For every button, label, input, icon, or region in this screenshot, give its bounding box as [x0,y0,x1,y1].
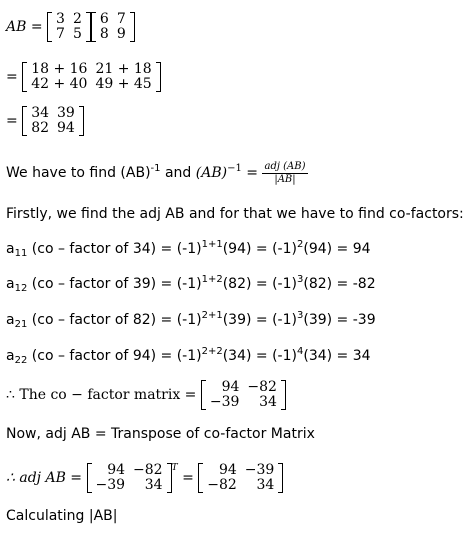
matrix-cell: 34 [31,105,50,121]
superscript: 3 [296,274,304,285]
equals-sign: = [182,470,194,486]
matrix-cell: 3 [56,11,65,27]
fraction-numerator: adj (AB) [264,160,306,172]
matrix-cell: −82 [207,477,237,493]
superscript: −1 [227,163,242,174]
find-inverse-line [6,160,308,186]
cofactor-matrix [201,380,286,410]
cofactor-text: (82) = (-1) [222,276,297,292]
cofactor-text: (34) = (-1) [222,348,297,364]
equation-ab-result [6,106,84,136]
superscript: 1+2 [201,274,223,285]
cofactor-line-a12 [6,271,376,298]
calculating-text: Calculating |AB| [6,508,118,524]
cofactor-matrix-line [6,380,286,410]
equals-sign: = [241,165,263,181]
matrix-cell: 34 [256,477,275,493]
cofactor-text: (co – factor of 94) = (-1) [27,348,202,364]
subscript: 21 [14,319,28,330]
cofactor-matrix-label: ∴ The co − factor matrix = [6,387,197,403]
cofactor-text: (82) = -82 [303,276,376,292]
cofactor-text: (94) = (-1) [222,241,297,257]
find-and: and [160,165,196,181]
superscript: 3 [296,310,304,321]
cofactor-line-a22 [6,343,371,370]
adj-label: ∴ adj AB = [6,470,83,486]
matrix-ab [22,106,84,136]
cofactor-line-a21 [6,307,376,334]
inverse-fraction [262,161,307,186]
adj-matrix-pre [87,463,172,493]
matrix-cell: 49 + 45 [95,76,152,92]
matrix-cell: 9 [116,26,126,42]
matrix-cell: 8 [99,26,109,42]
fraction-denominator: |AB| [274,173,296,185]
now-text: Now, adj AB = Transpose of co-factor Matrix [6,426,315,442]
equals-sign: = [6,113,18,129]
superscript: 2+1 [201,310,223,321]
matrix-cell: −39 [95,477,126,493]
matrix-cell: 94 [221,379,240,395]
matrix-cell: 7 [56,26,65,42]
matrix-cell: −82 [247,379,277,395]
matrix-cell: 18 + 16 [31,61,88,77]
matrix-cell: 6 [99,11,109,27]
matrix-cell: 39 [57,105,75,121]
matrix-cell: 34 [144,477,163,493]
superscript: 1+1 [201,239,223,250]
matrix-cell: 94 [218,462,237,478]
matrix-cell: 21 + 18 [95,61,152,77]
matrix-cell: 94 [107,462,126,478]
matrix-b [91,12,135,42]
matrix-cell: −82 [133,462,163,478]
adj-matrix-result [198,463,283,493]
superscript: 2+2 [201,346,223,357]
cofactor-symbol: a [6,348,15,364]
matrix-cell: 42 + 40 [31,76,88,92]
firstly-text: Firstly, we find the adj AB and for that we have to find co-factors: [6,206,464,222]
superscript: -1 [150,163,161,174]
cofactor-text: (34) = 34 [303,348,371,364]
cofactor-text: (co – factor of 82) = (-1) [27,312,202,328]
superscript: 4 [296,346,304,357]
superscript: 2 [296,239,304,250]
equation-ab-product [6,12,135,42]
cofactor-symbol: a [6,241,15,257]
find-text: We have to find (AB) [6,165,151,181]
matrix-sum [22,62,161,92]
ab-inverse-lhs: (AB) [195,165,228,181]
matrix-cell: 2 [72,11,82,27]
matrix-cell: −39 [244,462,275,478]
matrix-cell: 34 [259,394,277,410]
ab-lhs: AB = [6,19,43,35]
subscript: 22 [14,355,28,366]
subscript: 12 [14,283,28,294]
cofactor-symbol: a [6,312,15,328]
cofactor-text: (co – factor of 34) = (-1) [27,241,202,257]
matrix-cell: −39 [209,394,240,410]
cofactor-text: (39) = (-1) [222,312,297,328]
equation-expanded-sum [6,62,161,92]
cofactor-text: (39) = -39 [303,312,376,328]
subscript: 11 [14,248,28,259]
cofactor-text: (94) = 94 [303,241,371,257]
transpose-superscript: T [171,463,178,473]
matrix-cell: 94 [57,120,75,136]
cofactor-symbol: a [6,276,15,292]
cofactor-text: (co – factor of 39) = (-1) [27,276,202,292]
matrix-a [47,12,91,42]
equals-sign: = [6,69,18,85]
cofactor-line-a11 [6,236,371,263]
matrix-cell: 82 [31,120,50,136]
matrix-cell: 5 [72,26,82,42]
matrix-cell: 7 [116,11,126,27]
adj-ab-line [6,459,283,493]
